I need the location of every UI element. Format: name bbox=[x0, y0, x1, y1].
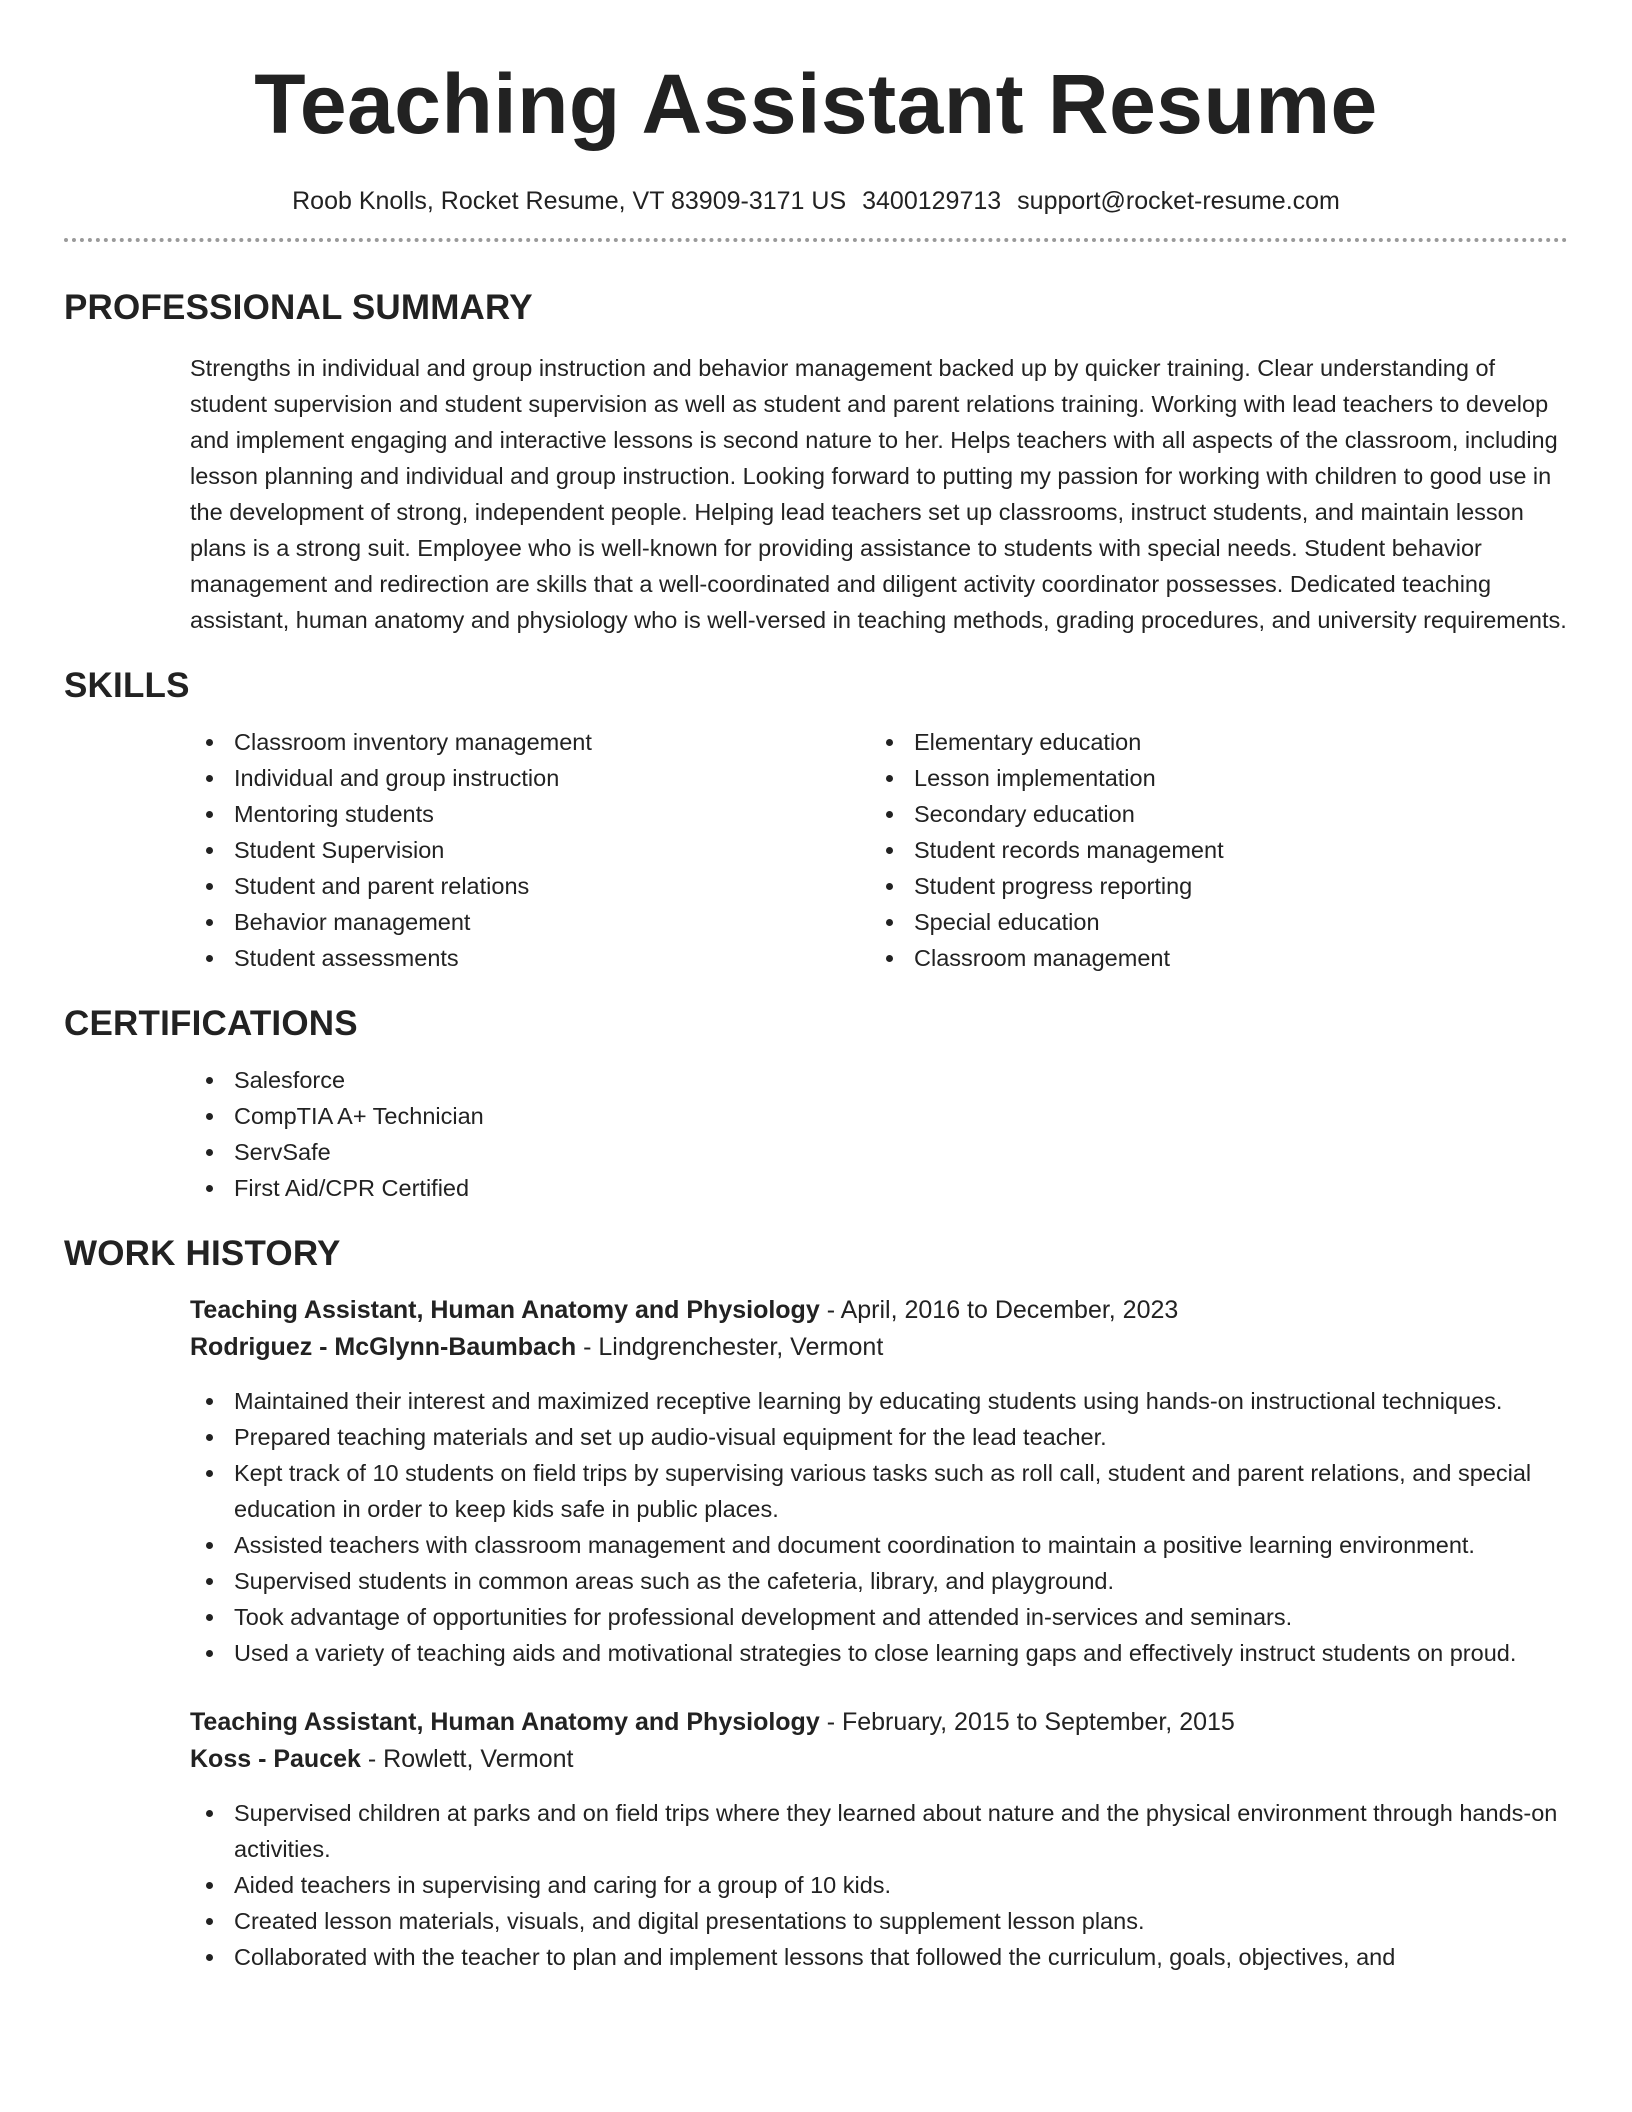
job-bullet: Prepared teaching materials and set up audio-visual equipment for the lead teacher. bbox=[190, 1419, 1568, 1455]
contact-phone: 3400129713 bbox=[862, 187, 1002, 215]
job-company-line: Rodriguez - McGlynn-Baumbach - Lindgrenchester, Vermont bbox=[190, 1333, 884, 1361]
work-history-section bbox=[64, 1232, 1568, 1975]
summary-text: Strengths in individual and group instruction and behavior management backed up by quicker training. Clear understanding of student supervision and student supervision as well as student and parent relations training. Working with lead teachers to develop and implement engaging and interactive lessons is second nature to her. Helps teachers with all aspects of the classroom, including lesson planning and individual and group instruction. Looking forward to putting my passion for working with children to good use in the development of strong, independent people. Helping lead teachers set up classrooms, instruct students, and maintain lesson plans is a strong suit. Employee who is well-known for providing assistance to students with special needs. Student behavior management and redirection are skills that a well-coordinated and diligent activity coordinator possesses. Dedicated teaching assistant, human anatomy and physiology who is well-versed in teaching methods, grading procedures, and university requirements. bbox=[190, 355, 1567, 633]
job-location: Lindgrenchester, Vermont bbox=[598, 1333, 884, 1361]
skill-item: Special education bbox=[870, 904, 1550, 940]
skill-item: Classroom management bbox=[870, 940, 1550, 976]
skills-list-left bbox=[190, 724, 870, 976]
skill-item: Individual and group instruction bbox=[190, 760, 870, 796]
job-bullet: Took advantage of opportunities for professional development and attended in-services and seminars. bbox=[190, 1599, 1568, 1635]
skill-item: Lesson implementation bbox=[870, 760, 1550, 796]
job-title-line: Teaching Assistant, Human Anatomy and Physiology - February, 2015 to September, 2015 bbox=[190, 1708, 1235, 1736]
work-history-heading: WORK HISTORY bbox=[64, 1234, 341, 1273]
summary-section bbox=[64, 286, 1568, 638]
job-bullet: Kept track of 10 students on field trips by supervising various tasks such as roll call, student and parent relations, and special education in order to keep kids safe in public places. bbox=[190, 1455, 1568, 1527]
header-divider bbox=[64, 238, 1568, 242]
job-title: Teaching Assistant, Human Anatomy and Physiology bbox=[190, 1708, 820, 1736]
skills-section bbox=[64, 664, 1568, 976]
job-bullet: Created lesson materials, visuals, and digital presentations to supplement lesson plans. bbox=[190, 1903, 1568, 1939]
job-company: Koss - Paucek bbox=[190, 1745, 361, 1773]
job-bullet: Maintained their interest and maximized receptive learning by educating students using hands-on instructional techniques. bbox=[190, 1383, 1568, 1419]
resume-page bbox=[64, 0, 1568, 1975]
certification-item: First Aid/CPR Certified bbox=[190, 1170, 1568, 1206]
job-dates: February, 2015 to September, 2015 bbox=[841, 1708, 1235, 1736]
summary-heading: PROFESSIONAL SUMMARY bbox=[64, 288, 533, 327]
certifications-heading: CERTIFICATIONS bbox=[64, 1004, 358, 1043]
job-title-line: Teaching Assistant, Human Anatomy and Physiology - April, 2016 to December, 2023 bbox=[190, 1296, 1179, 1324]
skills-heading: SKILLS bbox=[64, 666, 190, 705]
certification-item: Salesforce bbox=[190, 1062, 1568, 1098]
skills-columns bbox=[190, 724, 1568, 976]
job-dates: April, 2016 to December, 2023 bbox=[840, 1296, 1179, 1324]
contact-address: Roob Knolls, Rocket Resume, VT 83909-3171 US bbox=[292, 187, 847, 215]
job-entry bbox=[190, 1292, 1568, 1366]
job-bullets bbox=[190, 1795, 1568, 1975]
job-entry bbox=[190, 1704, 1568, 1778]
skill-item: Student and parent relations bbox=[190, 868, 870, 904]
contact-line bbox=[64, 184, 1568, 218]
job-company-line: Koss - Paucek - Rowlett, Vermont bbox=[190, 1745, 574, 1773]
job-bullet: Used a variety of teaching aids and motivational strategies to close learning gaps and effectively instruct students on proud. bbox=[190, 1635, 1568, 1671]
job-location: Rowlett, Vermont bbox=[383, 1745, 574, 1773]
skills-list-right bbox=[870, 724, 1550, 976]
skill-item: Mentoring students bbox=[190, 796, 870, 832]
certifications-section bbox=[64, 1002, 1568, 1206]
certifications-list bbox=[190, 1062, 1568, 1206]
skill-item: Behavior management bbox=[190, 904, 870, 940]
skill-item: Student records management bbox=[870, 832, 1550, 868]
skill-item: Classroom inventory management bbox=[190, 724, 870, 760]
skill-item: Student progress reporting bbox=[870, 868, 1550, 904]
job-bullets bbox=[190, 1383, 1568, 1671]
job-bullet: Aided teachers in supervising and caring for a group of 10 kids. bbox=[190, 1867, 1568, 1903]
skill-item: Student Supervision bbox=[190, 832, 870, 868]
job-bullet: Supervised students in common areas such as the cafeteria, library, and playground. bbox=[190, 1563, 1568, 1599]
page-title: Teaching Assistant Resume bbox=[254, 57, 1378, 151]
contact-email: support@rocket-resume.com bbox=[1017, 187, 1340, 215]
skill-item: Student assessments bbox=[190, 940, 870, 976]
job-bullet: Assisted teachers with classroom management and document coordination to maintain a positive learning environment. bbox=[190, 1527, 1568, 1563]
skill-item: Secondary education bbox=[870, 796, 1550, 832]
job-title: Teaching Assistant, Human Anatomy and Physiology bbox=[190, 1296, 820, 1324]
certification-item: ServSafe bbox=[190, 1134, 1568, 1170]
job-company: Rodriguez - McGlynn-Baumbach bbox=[190, 1333, 577, 1361]
certification-item: CompTIA A+ Technician bbox=[190, 1098, 1568, 1134]
job-bullet: Supervised children at parks and on field trips where they learned about nature and the physical environment through hands-on activities. bbox=[190, 1795, 1568, 1867]
skill-item: Elementary education bbox=[870, 724, 1550, 760]
job-bullet: Collaborated with the teacher to plan and implement lessons that followed the curriculum, goals, objectives, and bbox=[190, 1939, 1568, 1975]
